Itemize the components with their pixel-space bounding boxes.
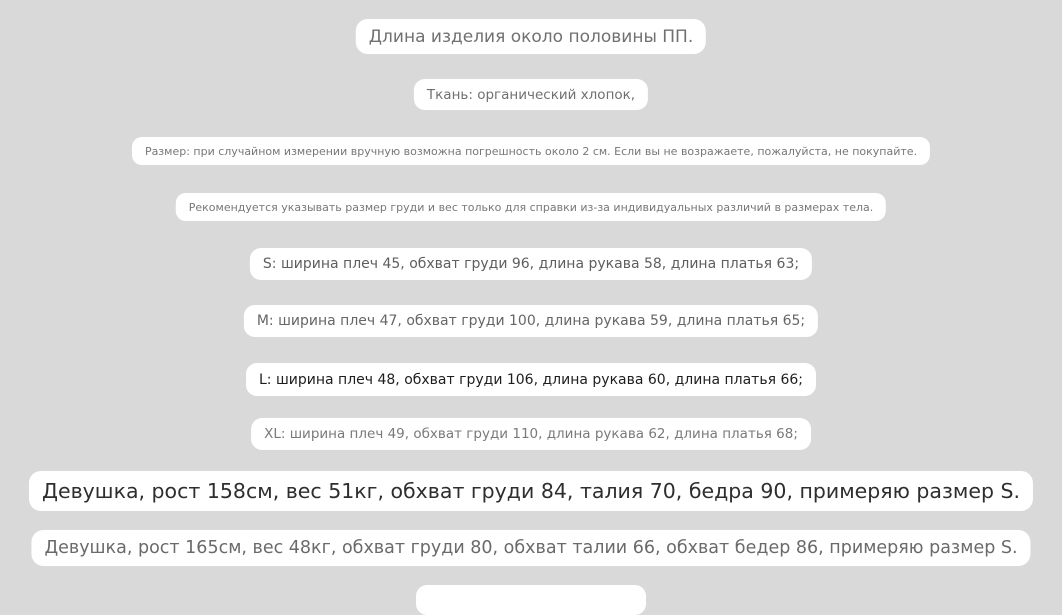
size-line-xl bbox=[251, 418, 811, 450]
text-line-fabric-label: Ткань: органический хлопок, bbox=[426, 86, 636, 103]
fit-example-line-1 bbox=[29, 471, 1033, 511]
fit-example-line-2 bbox=[31, 530, 1030, 566]
text-line-length bbox=[356, 19, 706, 54]
size-line-m bbox=[244, 305, 818, 337]
text-line-size-note-label: Размер: при случайном измерении вручную возможна погрешность около 2 см. Если вы не возражаете, пожалуйста, не покупайте. bbox=[144, 144, 918, 158]
text-line-fabric bbox=[414, 79, 648, 110]
size-line-s-label: S: ширина плеч 45, обхват груди 96, длина рукава 58, длина платья 63; bbox=[262, 256, 800, 272]
size-line-l-label: L: ширина плеч 48, обхват груди 106, длина рукава 60, длина платья 66; bbox=[258, 371, 804, 388]
size-line-s bbox=[250, 248, 812, 280]
text-line-recommendation-label: Рекомендуется указывать размер груди и вес только для справки из-за индивидуальных различий в размерах тела. bbox=[188, 200, 874, 214]
fit-example-line-2-label: Девушка, рост 165см, вес 48кг, обхват груди 80, обхват талии 66, обхват бедер 86, примеряю размер S. bbox=[44, 538, 1018, 558]
fit-example-line-1-label: Девушка, рост 158см, вес 51кг, обхват груди 84, талия 70, бедра 90, примеряю размер S. bbox=[41, 479, 1021, 503]
text-line-recommendation bbox=[176, 193, 886, 221]
text-line-length-label: Длина изделия около половины ПП. bbox=[368, 26, 694, 47]
size-line-m-label: M: ширина плеч 47, обхват груди 100, длина рукава 59, длина платья 65; bbox=[256, 313, 806, 329]
size-line-xl-label: XL: ширина плеч 49, обхват груди 110, длина рукава 62, длина платья 68; bbox=[264, 426, 798, 442]
size-line-l bbox=[246, 363, 816, 396]
text-line-size-note bbox=[132, 137, 930, 165]
